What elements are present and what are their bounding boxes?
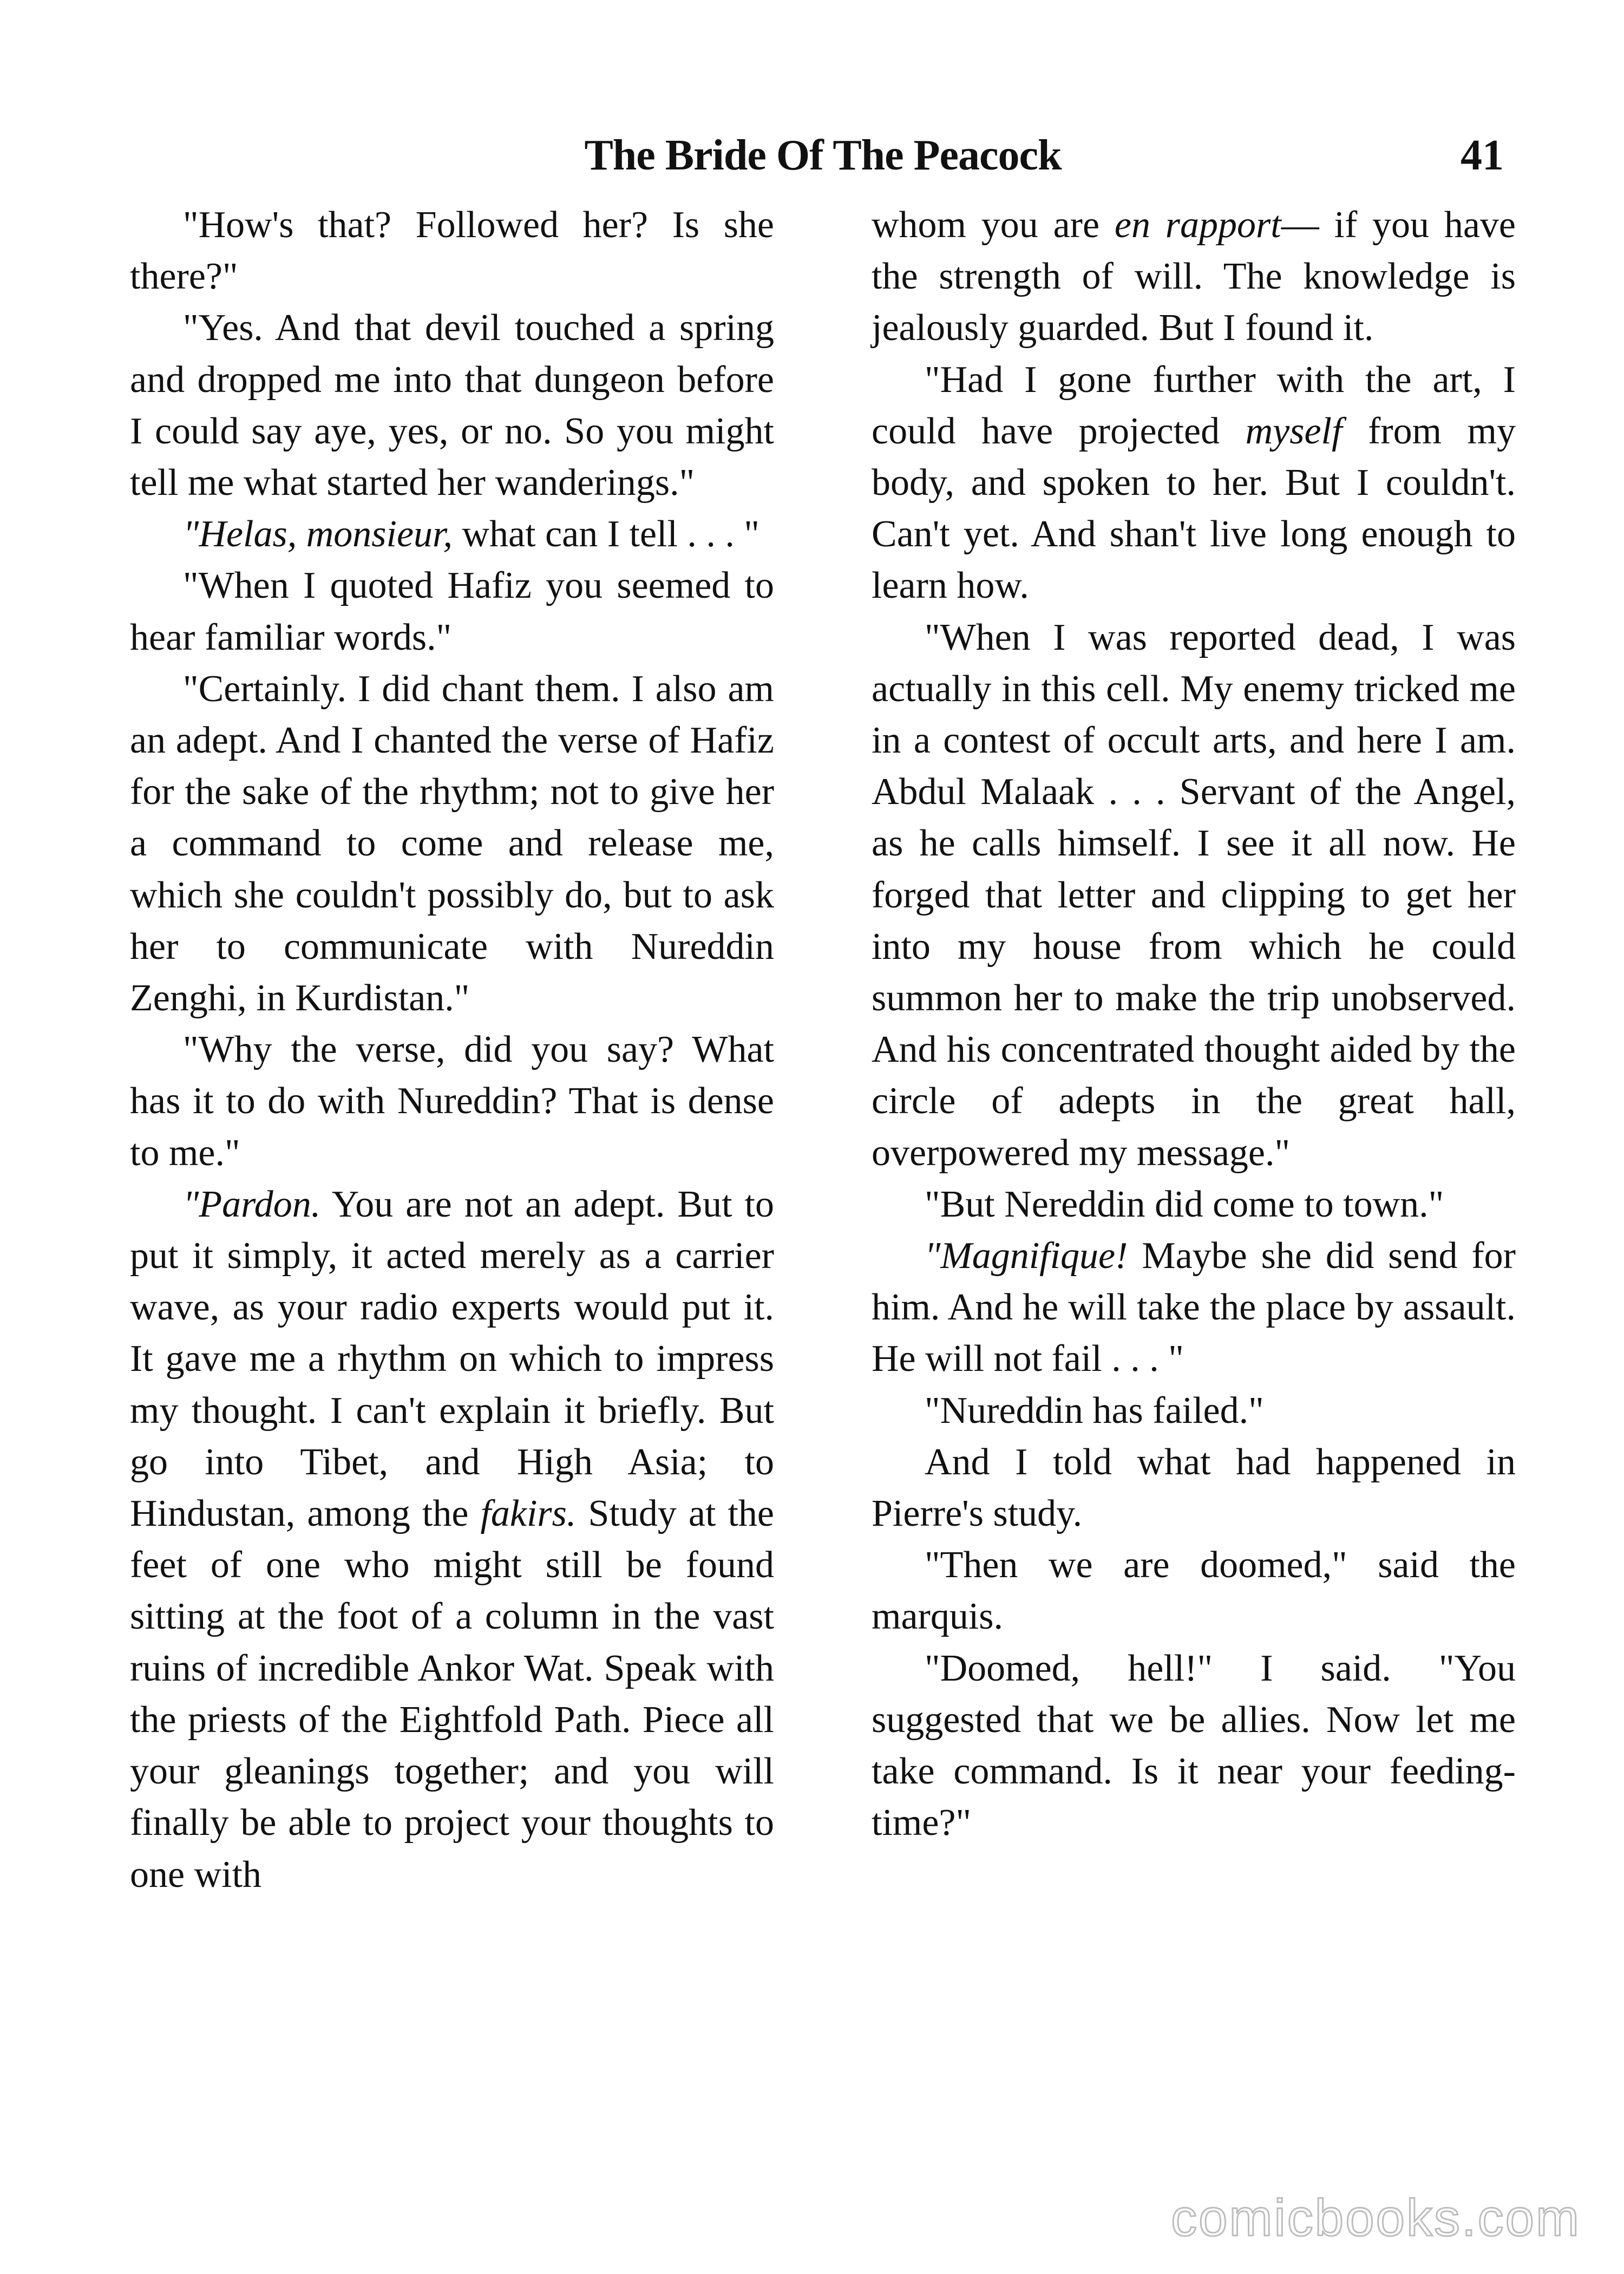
paragraph: "But Nereddin did come to town." xyxy=(925,1183,1444,1225)
paragraph xyxy=(872,1230,1516,1385)
text-run: what can I tell . . . " xyxy=(453,513,760,556)
running-header xyxy=(130,126,1516,185)
text-run: "Had I gone further with the art, I could have projected xyxy=(872,358,1516,452)
paragraph: "Doomed, hell!" I said. "You suggested that we be allies. Now let me take command. Is it near your feeding-time?" xyxy=(872,1647,1516,1844)
text-run: Study at the feet of one who might still be found sitting at the foot of a column in the vast ruins of incredible Ankor Wat. Speak with the priests of the Eightfold Path. Piece all your gleanings together; and you will finally be able to project your thoughts to one with xyxy=(130,1493,774,1896)
italic-phrase: myself xyxy=(1245,410,1343,452)
paragraph: And I told what had happened in Pierre's study. xyxy=(872,1441,1516,1535)
text-run: from my body, and spoken to her. But I couldn't. Can't yet. And shan't live long enough to learn how. xyxy=(872,410,1516,607)
paragraph xyxy=(872,354,1516,612)
italic-phrase: "Pardon. xyxy=(183,1183,321,1225)
paragraph: "When I quoted Hafiz you seemed to hear familiar words." xyxy=(130,565,774,658)
right-text-column xyxy=(872,199,1516,1849)
paragraph: "Why the verse, did you say? What has it to do with Nureddin? That is dense to me." xyxy=(130,1029,774,1174)
chapter-title: The Bride Of The Peacock xyxy=(584,132,1062,179)
page-number: 41 xyxy=(1461,132,1504,179)
paragraph xyxy=(130,1179,774,1900)
text-run: You are not an adept. But to put it simply, it acted merely as a carrier wave, as your radio experts would put it. It gave me a rhythm on which to impress my thought. I can't explain it briefly. But go into Tibet, and High Asia; to Hindustan, among the xyxy=(130,1183,774,1535)
paragraph: "Certainly. I did chant them. I also am an adept. And I chanted the verse of Hafiz for the sake of the rhythm; not to give her a command to come and release me, which she couldn't possibly do, but to ask her to communicate with Nureddin Zenghi, in Kurdistan." xyxy=(130,668,774,1020)
left-text-column xyxy=(130,199,774,1900)
italic-phrase: en rapport xyxy=(1114,204,1281,246)
text-run: — if you have the strength of will. The knowledge is jealously guarded. But I found it. xyxy=(872,204,1516,349)
paragraph: "Yes. And that devil touched a spring and dropped me into that dungeon before I could say aye, yes, or no. So you might tell me what started her wanderings." xyxy=(130,307,774,504)
text-run: Maybe she did send for him. And he will take the place by assault. He will not fail . . . " xyxy=(872,1235,1516,1380)
paragraph: "Nureddin has failed." xyxy=(925,1389,1264,1432)
paragraph: "Then we are doomed," said the marquis. xyxy=(872,1544,1516,1638)
site-watermark: comicbooks.com xyxy=(1171,2189,1581,2247)
paragraph: "How's that? Followed her? Is she there?" xyxy=(130,204,774,298)
italic-phrase: fakirs. xyxy=(480,1493,577,1535)
italic-phrase: "Magnifique! xyxy=(925,1235,1128,1277)
paragraph: "When I was reported dead, I was actually in this cell. My enemy tricked me in a contest of occult arts, and here I am. Abdul Malaak . . . Servant of the Angel, as he calls himself. I see it all now. He forged that letter and clipping to get her into my house from which he could summon her to make the trip unobserved. And his concentrated thought aided by the circle of adepts in the great hall, overpowered my message." xyxy=(872,616,1516,1174)
paragraph xyxy=(130,508,774,560)
paragraph xyxy=(872,199,1516,354)
italic-phrase: "Helas, monsieur, xyxy=(183,513,453,556)
text-run: whom you are xyxy=(872,204,1115,246)
